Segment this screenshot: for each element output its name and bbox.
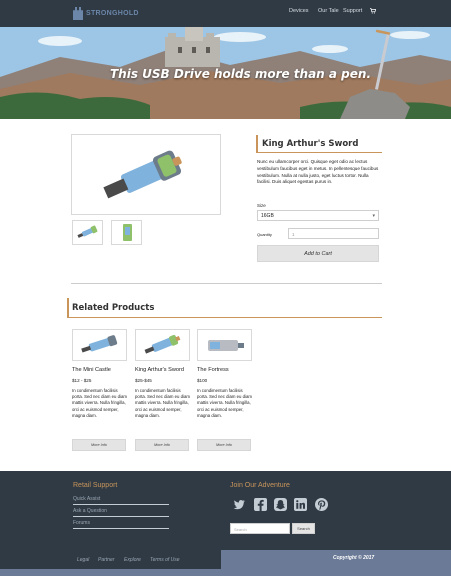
related-product-card: [135, 329, 191, 447]
usb-package-thumbnail-image: [112, 221, 141, 244]
more-info-button[interactable]: More Info: [135, 439, 189, 451]
footer-link-ask-question[interactable]: Ask a Question: [73, 508, 169, 517]
retail-support-heading: Retail Support: [73, 482, 118, 489]
related-product-image[interactable]: [72, 329, 127, 361]
snapchat-icon[interactable]: [274, 498, 287, 511]
chevron-down-icon: ▾: [372, 213, 375, 219]
related-product-description: In condimentum facilisis porta. Sed nec diam eu diam mattis viverra. Nulla fringilla, orci ac euismod semper, magna diam.: [197, 388, 252, 418]
product-thumbnail-1[interactable]: [72, 220, 103, 245]
nav-devices[interactable]: Devices: [289, 8, 309, 14]
usb-thumbnail-image: [73, 221, 102, 244]
related-product-name[interactable]: King Arthur's Sword: [135, 367, 184, 373]
join-adventure-heading: Join Our Adventure: [230, 482, 290, 489]
size-select[interactable]: [257, 210, 379, 221]
bottom-link-partner[interactable]: Partner: [98, 557, 115, 563]
facebook-icon[interactable]: [254, 498, 267, 511]
usb-drive-image: [72, 135, 220, 214]
related-product-price: $12 - $25: [72, 378, 92, 383]
site-logo[interactable]: [73, 6, 139, 21]
related-product-description: In condimentum facilisis porta. Sed nec diam eu diam mattis viverra. Nulla fringilla, orci ac euismod semper, magna diam.: [135, 388, 190, 418]
related-product-price: $100: [197, 378, 208, 383]
copyright-text: Copyright © 2017: [333, 555, 375, 561]
nav-support[interactable]: Support: [343, 8, 363, 14]
bottom-link-terms[interactable]: Terms of Use: [150, 557, 180, 563]
more-info-button[interactable]: More Info: [72, 439, 126, 451]
bottom-link-explore[interactable]: Explore: [124, 557, 141, 563]
usb-drive-image: [73, 330, 126, 360]
size-select-value: 16GB: [261, 213, 274, 219]
related-product-card: [72, 329, 128, 447]
quantity-input[interactable]: 1: [288, 228, 379, 239]
add-to-cart-button[interactable]: Add to Cart: [257, 245, 379, 262]
usb-drive-image: [136, 330, 189, 360]
twitter-icon[interactable]: [233, 498, 246, 511]
related-product-name[interactable]: The Fortress: [197, 367, 229, 373]
footer-link-quick-assist[interactable]: Quick Assist: [73, 496, 169, 505]
footer-search-input[interactable]: Search: [230, 523, 290, 534]
hero-banner: [0, 27, 451, 119]
product-main-image[interactable]: [71, 134, 221, 215]
castle-logo-icon: [73, 7, 83, 20]
related-products-heading: Related Products: [72, 303, 155, 313]
product-title: King Arthur's Sword: [262, 139, 359, 149]
top-navbar: [0, 0, 451, 27]
product-thumbnail-2[interactable]: [111, 220, 142, 245]
linkedin-icon[interactable]: [294, 498, 307, 511]
hero-tagline: This USB Drive holds more than a pen.: [110, 67, 371, 81]
related-product-card: [197, 329, 253, 447]
related-product-image[interactable]: [135, 329, 190, 361]
related-product-price: $25-$45: [135, 378, 152, 383]
usb-drive-image: [198, 330, 251, 360]
related-product-description: In condimentum facilisis porta. Sed nec diam eu diam mattis viverra. Nulla fringilla, orci ac euismod semper, magna diam.: [72, 388, 127, 418]
more-info-button[interactable]: More Info: [197, 439, 251, 451]
footer-search-button[interactable]: Search: [292, 523, 315, 534]
section-divider: [71, 283, 382, 284]
cart-icon[interactable]: [370, 8, 376, 14]
related-product-image[interactable]: [197, 329, 252, 361]
size-label: Size: [257, 203, 266, 208]
logo-text: STRONGHOLD: [86, 10, 139, 17]
footer-link-forums[interactable]: Forums: [73, 520, 169, 529]
pinterest-icon[interactable]: [315, 498, 328, 511]
bottom-link-legal[interactable]: Legal: [77, 557, 90, 563]
related-product-name[interactable]: The Mini Castle: [72, 367, 111, 373]
site-footer: [0, 471, 451, 550]
quantity-label: Quantity: [257, 232, 272, 237]
product-description: Nunc eu ullamcorper orci. Quisque eget odio ac lectus vestibulum faucibus eget in metus. In pellentesque faucibus vestibulum. Nulla at nulla justo, eget luctus tortor. Nulla facilisi. Duis aliquet egestas purus in.: [257, 159, 379, 185]
nav-our-tale[interactable]: Our Tale: [318, 8, 339, 14]
